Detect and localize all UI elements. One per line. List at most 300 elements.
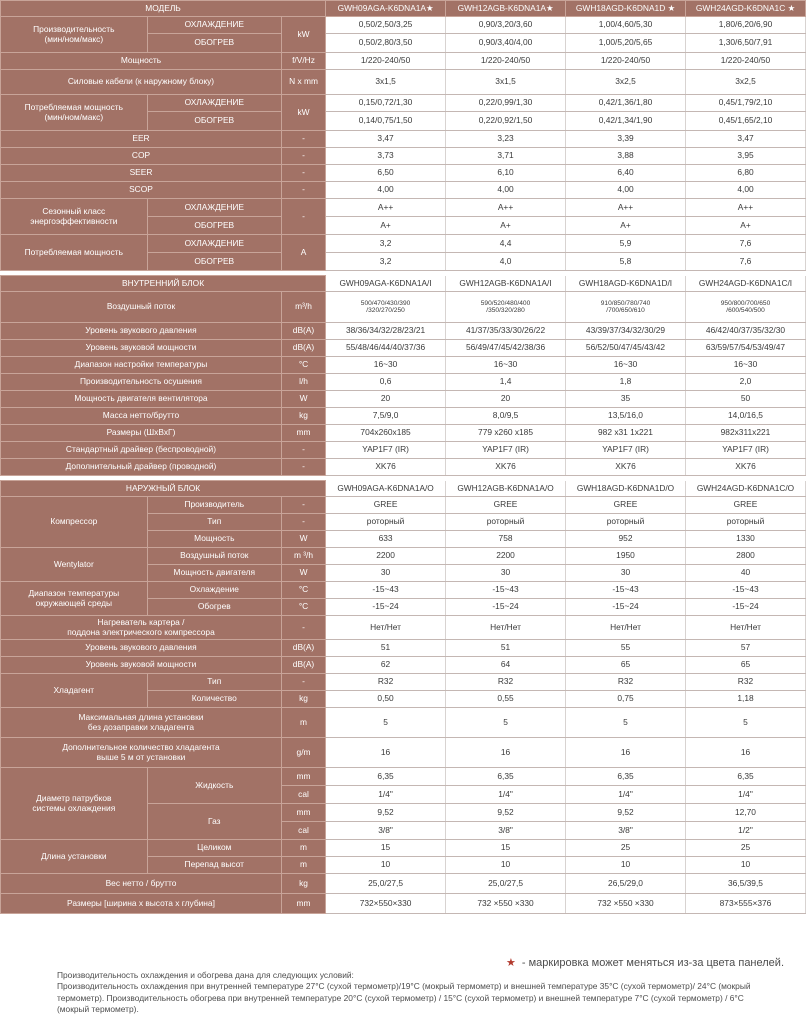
season-heating-2: A+ [446, 217, 566, 235]
qty-2: 0,55 [446, 691, 566, 708]
motor-4: 40 [685, 565, 805, 582]
indoor-mass-unit: kg [281, 408, 325, 425]
outdoor-pressure-4: 57 [685, 640, 805, 657]
power-2: 1/220-240/50 [446, 53, 566, 70]
indoor-soundpower-label: Уровень звуковой мощности [1, 340, 282, 357]
indoor-dims-row [1, 425, 806, 442]
model-name-3: GWH18AGD-K6DNA1D ★ [566, 1, 686, 17]
height-4: 10 [685, 857, 805, 874]
ref-type-3: R32 [566, 674, 686, 691]
indoor-dehum-2: 1,4 [446, 374, 566, 391]
indoor-dehum-row [1, 374, 806, 391]
ref-type-4: R32 [685, 674, 805, 691]
maxlen-unit: m [281, 708, 325, 738]
outdoor-dims-4: 873×555×376 [685, 894, 805, 914]
indoor-mass-4: 14,0/16,5 [685, 408, 805, 425]
indoor-soundpower-2: 56/49/47/45/42/38/36 [446, 340, 566, 357]
indoor-pressure-4: 46/42/40/37/35/32/30 [685, 323, 805, 340]
extra-label: Дополнительное количество хладагента выше 5 м от установки [1, 738, 282, 768]
power-unit: f/V/Hz [281, 53, 325, 70]
refrigerant-label: Хладагент [1, 674, 148, 708]
total-2: 15 [446, 840, 566, 857]
seer-4: 6,80 [685, 165, 805, 182]
indoor-fan-row [1, 391, 806, 408]
season-label: Сезонный класс энергоэффективности [1, 199, 148, 235]
total-3: 25 [566, 840, 686, 857]
ref-type-2: R32 [446, 674, 566, 691]
maxlen-label: Максимальная длина установки без дозаправки хладагента [1, 708, 282, 738]
maker-label: Производитель [147, 497, 281, 514]
indoor-mass-label: Масса нетто/брутто [1, 408, 282, 425]
outdoor-soundpower-unit: dB(A) [281, 657, 325, 674]
range-cooling-1: -15~43 [326, 582, 446, 599]
season-cooling-4: A++ [685, 199, 805, 217]
extra-4: 16 [685, 738, 805, 768]
eer-4: 3,47 [685, 131, 805, 148]
power-4: 1/220-240/50 [685, 53, 805, 70]
heater-3: Нет/Нет [566, 616, 686, 640]
indoor-driver2-label: Дополнительный драйвер (проводной) [1, 459, 282, 476]
indoor-airflow-label: Воздушный поток [1, 292, 282, 323]
heater-2: Нет/Нет [446, 616, 566, 640]
wentylator-label: Wentylator [1, 548, 148, 582]
indoor-label: ВНУТРЕННИЙ БЛОК [1, 276, 326, 292]
total-1: 15 [326, 840, 446, 857]
extra-refrigerant-row [1, 738, 806, 768]
weight-2: 25,0/27,5 [446, 874, 566, 894]
outdoor-dims-3: 732 ×550 ×330 [566, 894, 686, 914]
range-heating-3: -15~24 [566, 599, 686, 616]
indoor-fan-unit: W [281, 391, 325, 408]
weight-3: 26,5/29,0 [566, 874, 686, 894]
liquid-mm-2: 6,35 [446, 768, 566, 786]
liquid-cal-2: 1/4" [446, 786, 566, 804]
eer-unit: - [281, 131, 325, 148]
indoor-driver-3: YAP1F7 (IR) [566, 442, 686, 459]
indoor-driver2-3: XK76 [566, 459, 686, 476]
height-label: Перепад высот [147, 857, 281, 874]
indoor-dehum-unit: l/h [281, 374, 325, 391]
extra-1: 16 [326, 738, 446, 768]
liquid-cal-1: 1/4" [326, 786, 446, 804]
eer-2: 3,23 [446, 131, 566, 148]
scop-unit: - [281, 182, 325, 199]
outdoor-airflow-label: Воздушный поток [147, 548, 281, 565]
indoor-airflow-3: 910/850/780/740 /700/650/610 [566, 292, 686, 323]
capacity-cooling-2: 0,90/3,20/3,60 [446, 17, 566, 34]
mode-heating-label: ОБОГРЕВ [147, 34, 281, 53]
indoor-fan-label: Мощность двигателя вентилятора [1, 391, 282, 408]
range-cooling-label: Охлаждение [147, 582, 281, 599]
outdoor-header-row [1, 481, 806, 497]
indoor-temp-1: 16~30 [326, 357, 446, 374]
season-heating-3: A+ [566, 217, 686, 235]
outdoor-soundpower-2: 64 [446, 657, 566, 674]
qty-unit: kg [281, 691, 325, 708]
current-cooling-4: 7,6 [685, 235, 805, 253]
outdoor-airflow-row [1, 548, 806, 565]
outdoor-model-3: GWH18AGD-K6DNA1D/O [566, 481, 686, 497]
range-cooling-4: -15~43 [685, 582, 805, 599]
type-1: роторный [326, 514, 446, 531]
current-cooling-row [1, 235, 806, 253]
star-legend [506, 956, 784, 969]
total-4: 25 [685, 840, 805, 857]
season-cooling-row [1, 199, 806, 217]
consumption-mode-heating: ОБОГРЕВ [147, 112, 281, 131]
outdoor-soundpower-1: 62 [326, 657, 446, 674]
outdoor-model-4: GWH24AGD-K6DNA1C/O [685, 481, 805, 497]
capacity-label: Производительность (мин/ном/макс) [1, 17, 148, 53]
indoor-soundpower-3: 56/52/50/47/45/43/42 [566, 340, 686, 357]
indoor-pressure-unit: dB(A) [281, 323, 325, 340]
indoor-driver2-4: XK76 [685, 459, 805, 476]
ref-type-1: R32 [326, 674, 446, 691]
indoor-dims-3: 982 x31 1x221 [566, 425, 686, 442]
maker-1: GREE [326, 497, 446, 514]
outdoor-dims-label: Размеры [ширина x высота x глубина] [1, 894, 282, 914]
indoor-driver-row [1, 442, 806, 459]
season-cooling-1: A++ [326, 199, 446, 217]
indoor-driver-label: Стандартный драйвер (беспроводной) [1, 442, 282, 459]
length-total-row [1, 840, 806, 857]
indoor-fan-1: 20 [326, 391, 446, 408]
maker-unit: - [281, 497, 325, 514]
capacity-heating-1: 0,50/2,80/3,50 [326, 34, 446, 53]
indoor-dehum-1: 0,6 [326, 374, 446, 391]
liquid-mm-4: 6,35 [685, 768, 805, 786]
outdoor-pressure-label: Уровень звукового давления [1, 640, 282, 657]
gas-mm-1: 9,52 [326, 804, 446, 822]
current-heating-4: 7,6 [685, 253, 805, 271]
season-cooling-2: A++ [446, 199, 566, 217]
ref-type-unit: - [281, 674, 325, 691]
comp-power-2: 758 [446, 531, 566, 548]
maxlen-4: 5 [685, 708, 805, 738]
indoor-dims-unit: mm [281, 425, 325, 442]
indoor-airflow-1: 500/470/430/390 /320/270/250 [326, 292, 446, 323]
cop-unit: - [281, 148, 325, 165]
range-cooling-2: -15~43 [446, 582, 566, 599]
height-1: 10 [326, 857, 446, 874]
outdoor-airflow-2: 2200 [446, 548, 566, 565]
weight-unit: kg [281, 874, 325, 894]
cop-label: COP [1, 148, 282, 165]
eer-3: 3,39 [566, 131, 686, 148]
consumption-cooling-2: 0,22/0,99/1,30 [446, 95, 566, 112]
outdoor-pressure-2: 51 [446, 640, 566, 657]
indoor-driver-1: YAP1F7 (IR) [326, 442, 446, 459]
outdoor-dims-2: 732 ×550 ×330 [446, 894, 566, 914]
consumption-unit: kW [281, 95, 325, 131]
consumption-cooling-1: 0,15/0,72/1,30 [326, 95, 446, 112]
power-row [1, 53, 806, 70]
season-cooling-3: A++ [566, 199, 686, 217]
range-cooling-3: -15~43 [566, 582, 686, 599]
indoor-temp-2: 16~30 [446, 357, 566, 374]
indoor-driver2-1: XK76 [326, 459, 446, 476]
capacity-cooling-1: 0,50/2,50/3,25 [326, 17, 446, 34]
gas-mm-3: 9,52 [566, 804, 686, 822]
current-cooling-3: 5,9 [566, 235, 686, 253]
footnote-line-1: Производительность охлаждения и обогрева дана для следующих условий: [57, 970, 354, 980]
qty-3: 0,75 [566, 691, 686, 708]
cables-label: Силовые кабели (к наружному блоку) [1, 70, 282, 95]
indoor-pressure-3: 43/39/37/34/32/30/29 [566, 323, 686, 340]
type-label: Тип [147, 514, 281, 531]
range-heating-4: -15~24 [685, 599, 805, 616]
outdoor-label: НАРУЖНЫЙ БЛОК [1, 481, 326, 497]
indoor-soundpower-1: 55/48/46/44/40/37/36 [326, 340, 446, 357]
heater-4: Нет/Нет [685, 616, 805, 640]
weight-1: 25,0/27,5 [326, 874, 446, 894]
maxlen-2: 5 [446, 708, 566, 738]
indoor-mass-3: 13,5/16,0 [566, 408, 686, 425]
current-label: Потребляемая мощность [1, 235, 148, 271]
outdoor-soundpower-4: 65 [685, 657, 805, 674]
range-label: Диапазон температуры окружающей среды [1, 582, 148, 616]
eer-1: 3,47 [326, 131, 446, 148]
motor-3: 30 [566, 565, 686, 582]
scop-2: 4,00 [446, 182, 566, 199]
cables-2: 3x1,5 [446, 70, 566, 95]
indoor-temp-unit: °C [281, 357, 325, 374]
liquid-cal-4: 1/4" [685, 786, 805, 804]
indoor-dehum-3: 1,8 [566, 374, 686, 391]
comp-power-unit: W [281, 531, 325, 548]
motor-unit: W [281, 565, 325, 582]
gas-label: Газ [147, 804, 281, 840]
cop-row [1, 148, 806, 165]
gas-mm-2: 9,52 [446, 804, 566, 822]
indoor-pressure-row [1, 323, 806, 340]
gas-cal-1: 3/8" [326, 822, 446, 840]
outdoor-airflow-3: 1950 [566, 548, 686, 565]
weight-row [1, 874, 806, 894]
outdoor-pressure-row [1, 640, 806, 657]
extra-3: 16 [566, 738, 686, 768]
cables-row [1, 70, 806, 95]
cables-unit: N x mm [281, 70, 325, 95]
consumption-label: Потребляемая мощность (мин/ном/макс) [1, 95, 148, 131]
cop-4: 3,95 [685, 148, 805, 165]
power-1: 1/220-240/50 [326, 53, 446, 70]
capacity-heating-2: 0,90/3,40/4,00 [446, 34, 566, 53]
ref-type-label: Тип [147, 674, 281, 691]
seer-label: SEER [1, 165, 282, 182]
outdoor-pressure-unit: dB(A) [281, 640, 325, 657]
outdoor-soundpower-3: 65 [566, 657, 686, 674]
outdoor-pressure-1: 51 [326, 640, 446, 657]
scop-label: SCOP [1, 182, 282, 199]
capacity-cooling-row [1, 17, 806, 34]
extra-unit: g/m [281, 738, 325, 768]
gas-cal-2: 3/8" [446, 822, 566, 840]
indoor-soundpower-unit: dB(A) [281, 340, 325, 357]
cop-3: 3,88 [566, 148, 686, 165]
consumption-heating-1: 0,14/0,75/1,50 [326, 112, 446, 131]
season-mode-cooling: ОХЛАЖДЕНИЕ [147, 199, 281, 217]
seer-3: 6,40 [566, 165, 686, 182]
outdoor-model-1: GWH09AGA-K6DNA1A/O [326, 481, 446, 497]
indoor-fan-4: 50 [685, 391, 805, 408]
liquid-label: Жидкость [147, 768, 281, 804]
indoor-dims-label: Размеры (ШхВхГ) [1, 425, 282, 442]
outdoor-airflow-unit: m ³/h [281, 548, 325, 565]
indoor-driver2-2: XK76 [446, 459, 566, 476]
outdoor-airflow-1: 2200 [326, 548, 446, 565]
model-name-2: GWH12AGB-K6DNA1A★ [446, 1, 566, 17]
range-heating-label: Обогрев [147, 599, 281, 616]
model-name-4: GWH24AGD-K6DNA1C ★ [685, 1, 805, 17]
indoor-dehum-label: Производительность осушения [1, 374, 282, 391]
type-2: роторный [446, 514, 566, 531]
indoor-pressure-label: Уровень звукового давления [1, 323, 282, 340]
range-heating-1: -15~24 [326, 599, 446, 616]
outdoor-dims-1: 732×550×330 [326, 894, 446, 914]
heater-label: Нагреватель картера / поддона электрического компрессора [1, 616, 282, 640]
maker-3: GREE [566, 497, 686, 514]
consumption-cooling-3: 0,42/1,36/1,80 [566, 95, 686, 112]
indoor-mass-1: 7,5/9,0 [326, 408, 446, 425]
mode-cooling-label: ОХЛАЖДЕНИЕ [147, 17, 281, 34]
heater-unit: - [281, 616, 325, 640]
length-label: Длина установки [1, 840, 148, 874]
seer-row [1, 165, 806, 182]
indoor-driver-2: YAP1F7 (IR) [446, 442, 566, 459]
capacity-cooling-3: 1,00/4,60/5,30 [566, 17, 686, 34]
motor-label: Мощность двигателя [147, 565, 281, 582]
liquid-mm-unit: mm [281, 768, 325, 786]
refrigerant-type-row [1, 674, 806, 691]
indoor-airflow-2: 590/520/480/400 /350/320/280 [446, 292, 566, 323]
cables-4: 3x2,5 [685, 70, 805, 95]
consumption-mode-cooling: ОХЛАЖДЕНИЕ [147, 95, 281, 112]
current-mode-heating: ОБОГРЕВ [147, 253, 281, 271]
gas-mm-4: 12,70 [685, 804, 805, 822]
indoor-fan-2: 20 [446, 391, 566, 408]
liquid-mm-3: 6,35 [566, 768, 686, 786]
seer-2: 6,10 [446, 165, 566, 182]
indoor-airflow-4: 950/800/700/650 /600/540/500 [685, 292, 805, 323]
gas-cal-unit: cal [281, 822, 325, 840]
liquid-cal-unit: cal [281, 786, 325, 804]
liquid-mm-1: 6,35 [326, 768, 446, 786]
current-cooling-2: 4,4 [446, 235, 566, 253]
scop-3: 4,00 [566, 182, 686, 199]
indoor-model-1: GWH09AGA-K6DNA1A/I [326, 276, 446, 292]
maxlen-1: 5 [326, 708, 446, 738]
comp-power-1: 633 [326, 531, 446, 548]
cop-1: 3,73 [326, 148, 446, 165]
outdoor-pressure-3: 55 [566, 640, 686, 657]
indoor-driver-unit: - [281, 442, 325, 459]
eer-row [1, 131, 806, 148]
comp-power-4: 1330 [685, 531, 805, 548]
consumption-cooling-row [1, 95, 806, 112]
seer-unit: - [281, 165, 325, 182]
comp-power-3: 952 [566, 531, 686, 548]
capacity-cooling-4: 1,80/6,20/6,90 [685, 17, 805, 34]
motor-1: 30 [326, 565, 446, 582]
gas-cal-3: 3/8" [566, 822, 686, 840]
outdoor-dims-unit: mm [281, 894, 325, 914]
indoor-dims-1: 704x260x185 [326, 425, 446, 442]
season-heating-4: A+ [685, 217, 805, 235]
current-cooling-1: 3,2 [326, 235, 446, 253]
gas-mm-unit: mm [281, 804, 325, 822]
range-heating-2: -15~24 [446, 599, 566, 616]
weight-label: Вес нетто / брутто [1, 874, 282, 894]
current-mode-cooling: ОХЛАЖДЕНИЕ [147, 235, 281, 253]
qty-1: 0,50 [326, 691, 446, 708]
indoor-model-4: GWH24AGD-K6DNA1C/I [685, 276, 805, 292]
consumption-cooling-4: 0,45/1,79/2,10 [685, 95, 805, 112]
outdoor-range-cooling-row [1, 582, 806, 599]
cables-1: 3x1,5 [326, 70, 446, 95]
current-unit: A [281, 235, 325, 271]
height-unit: m [281, 857, 325, 874]
cop-2: 3,71 [446, 148, 566, 165]
legend-text: - маркировка может меняться из-за цвета панелей. [521, 957, 784, 969]
season-mode-heating: ОБОГРЕВ [147, 217, 281, 235]
weight-4: 36,5/39,5 [685, 874, 805, 894]
indoor-mass-row [1, 408, 806, 425]
power-3: 1/220-240/50 [566, 53, 686, 70]
indoor-airflow-unit: m³/h [281, 292, 325, 323]
consumption-heating-4: 0,45/1,65/2,10 [685, 112, 805, 131]
outdoor-maker-row [1, 497, 806, 514]
indoor-driver-4: YAP1F7 (IR) [685, 442, 805, 459]
type-3: роторный [566, 514, 686, 531]
season-heating-1: A+ [326, 217, 446, 235]
liquid-cal-3: 1/4" [566, 786, 686, 804]
footnote-line-2: Производительность охлаждения при внутренней температуре 27°C (сухой термометр)/19°C (мокрый термометр) и внешней температуре 35°C (сухой термометр)/ 24°C (мокрый термометр). Производительность обогрева при внутренней температуре 20°C (сухой термометр) / 15°C (сухой термометр) и внешней температуре 7°C (сухой термометр) / 6°C (мокрый термометр). [57, 981, 751, 1015]
indoor-dims-4: 982x311x221 [685, 425, 805, 442]
outdoor-airflow-4: 2800 [685, 548, 805, 565]
gas-cal-4: 1/2" [685, 822, 805, 840]
current-heating-3: 5,8 [566, 253, 686, 271]
type-unit: - [281, 514, 325, 531]
model-header-row [1, 1, 806, 17]
scop-row [1, 182, 806, 199]
type-4: роторный [685, 514, 805, 531]
indoor-driver2-row [1, 459, 806, 476]
motor-2: 30 [446, 565, 566, 582]
compressor-label: Компрессор [1, 497, 148, 548]
power-label: Мощность [1, 53, 282, 70]
scop-1: 4,00 [326, 182, 446, 199]
indoor-dims-2: 779 x260 x185 [446, 425, 566, 442]
seer-1: 6,50 [326, 165, 446, 182]
indoor-airflow-row [1, 292, 806, 323]
maker-4: GREE [685, 497, 805, 514]
indoor-mass-2: 8,0/9,5 [446, 408, 566, 425]
comp-power-label: Мощность [147, 531, 281, 548]
indoor-header-row [1, 276, 806, 292]
total-label: Целиком [147, 840, 281, 857]
range-cooling-unit: °C [281, 582, 325, 599]
indoor-dehum-4: 2,0 [685, 374, 805, 391]
qty-label: Количество [147, 691, 281, 708]
liquid-mm-row [1, 768, 806, 786]
pipes-label: Диаметр патрубков системы охлаждения [1, 768, 148, 840]
current-heating-2: 4,0 [446, 253, 566, 271]
consumption-heating-2: 0,22/0,92/1,50 [446, 112, 566, 131]
footnote [57, 970, 777, 1016]
indoor-pressure-1: 38/36/34/32/28/23/21 [326, 323, 446, 340]
indoor-soundpower-4: 63/59/57/54/53/49/47 [685, 340, 805, 357]
